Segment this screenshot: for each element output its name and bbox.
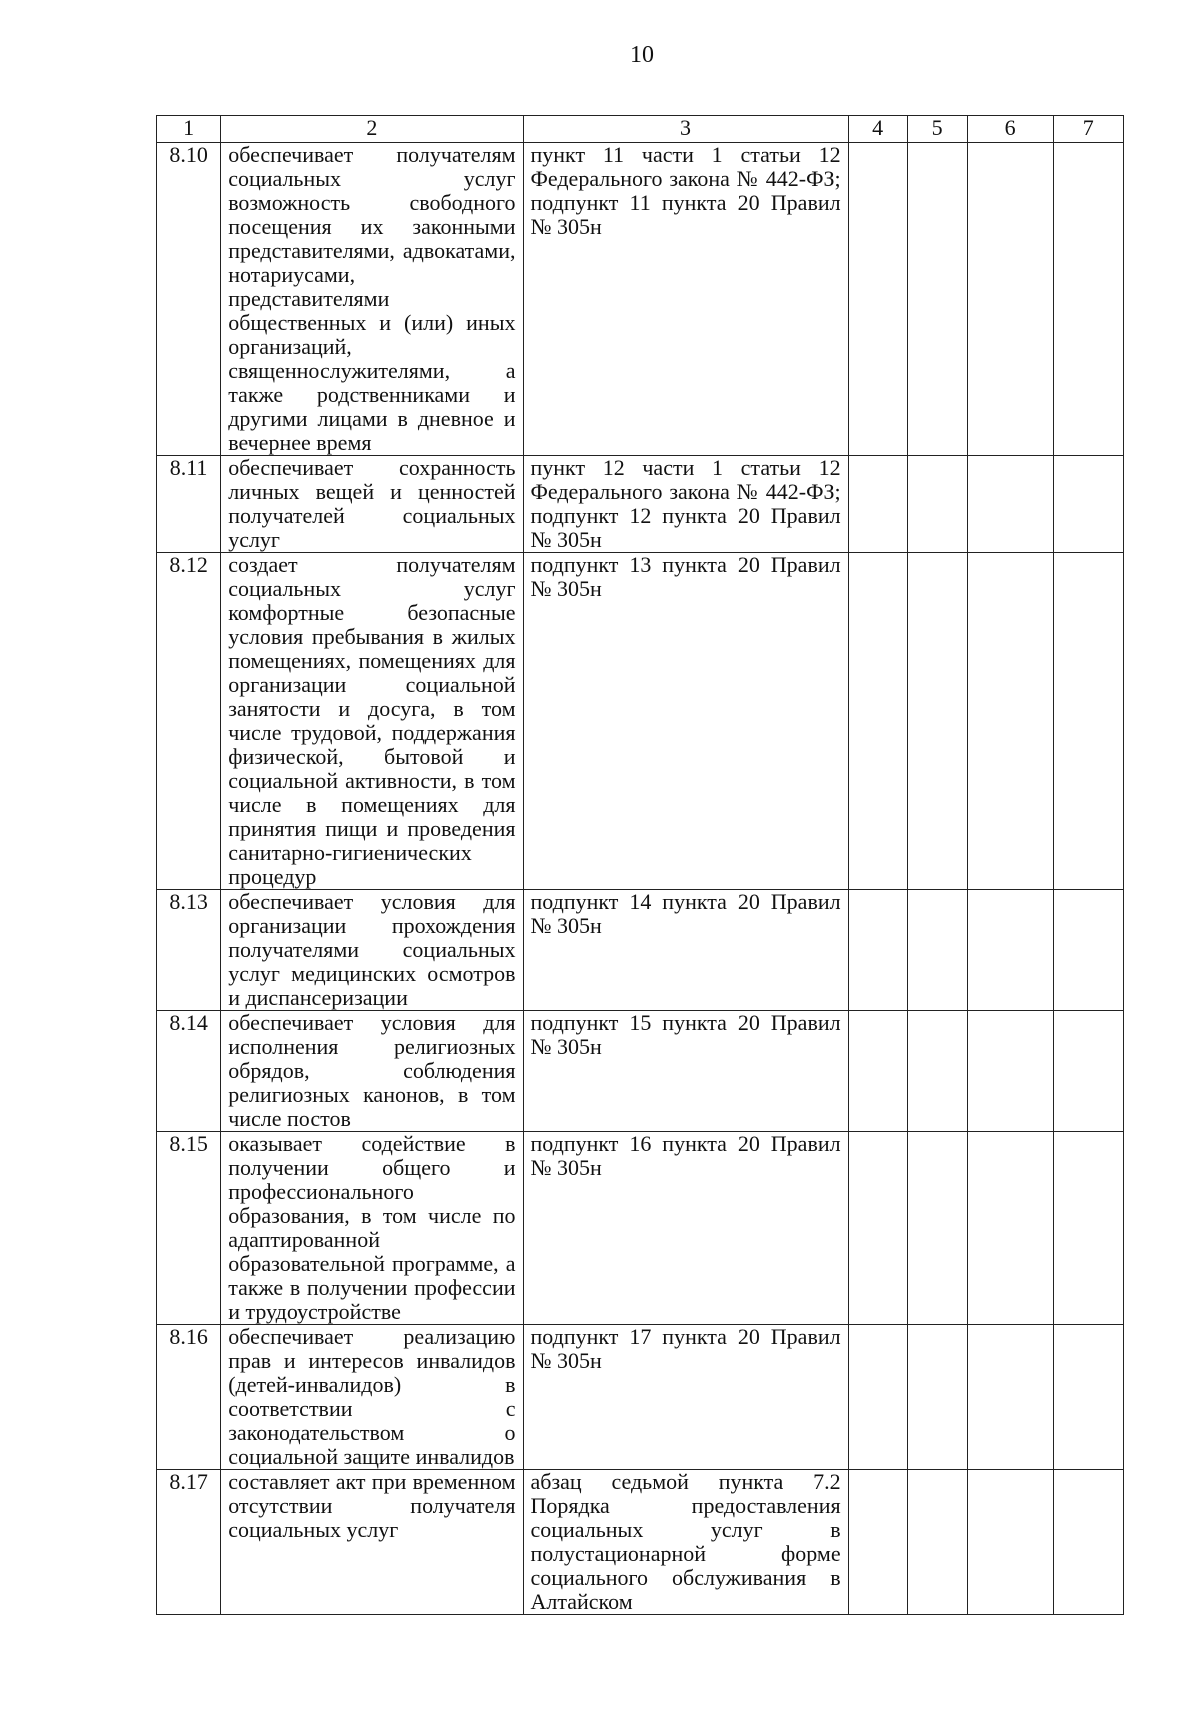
empty-cell: [907, 1132, 967, 1325]
empty-cell: [848, 1325, 907, 1470]
empty-cell: [1053, 1011, 1123, 1132]
header-col-1: 1: [157, 116, 221, 143]
empty-cell: [907, 143, 967, 456]
empty-cell: [967, 553, 1053, 890]
header-col-4: 4: [848, 116, 907, 143]
table-row: [157, 890, 1124, 1011]
empty-cell: [967, 456, 1053, 553]
requirement-text: обеспечивает получателям социальных услуг возможность свободного посещения их законными представителями, адвокатами, нотариусами, представителями общественных и (или) иных организаций, священнослужителями, а также родственниками и другими лицами в дневное и вечернее время: [221, 143, 523, 456]
table-row: [157, 143, 1124, 456]
requirement-text: составляет акт при временном отсутствии получателя социальных услуг: [221, 1470, 523, 1615]
empty-cell: [907, 890, 967, 1011]
empty-cell: [967, 1325, 1053, 1470]
table-row: [157, 1325, 1124, 1470]
empty-cell: [848, 1011, 907, 1132]
empty-cell: [907, 1325, 967, 1470]
empty-cell: [907, 553, 967, 890]
header-col-5: 5: [907, 116, 967, 143]
empty-cell: [1053, 1470, 1123, 1615]
empty-cell: [967, 143, 1053, 456]
row-number: 8.17: [157, 1470, 221, 1615]
legal-reference: подпункт 17 пункта 20 Правил № 305н: [523, 1325, 848, 1470]
requirement-text: оказывает содействие в получении общего и профессионального образования, в том числе по адаптированной образовательной программе, а также в получении профессии и трудоустройстве: [221, 1132, 523, 1325]
table-header-row: [157, 116, 1124, 143]
table-row: [157, 1132, 1124, 1325]
legal-reference: подпункт 13 пункта 20 Правил № 305н: [523, 553, 848, 890]
empty-cell: [967, 1132, 1053, 1325]
empty-cell: [1053, 143, 1123, 456]
legal-reference: абзац седьмой пункта 7.2 Порядка предоставления социальных услуг в полустационарной форме социального обслуживания в Алтайском: [523, 1470, 848, 1615]
empty-cell: [1053, 456, 1123, 553]
table-row: [157, 1470, 1124, 1615]
requirement-text: обеспечивает условия для организации прохождения получателями социальных услуг медицинских осмотров и диспансеризации: [221, 890, 523, 1011]
legal-reference: пункт 11 части 1 статьи 12 Федерального закона № 442-ФЗ; подпункт 11 пункта 20 Правил № 305н: [523, 143, 848, 456]
legal-reference: подпункт 14 пункта 20 Правил № 305н: [523, 890, 848, 1011]
legal-reference: подпункт 15 пункта 20 Правил № 305н: [523, 1011, 848, 1132]
page-number: 10: [630, 42, 654, 68]
empty-cell: [967, 890, 1053, 1011]
row-number: 8.16: [157, 1325, 221, 1470]
header-col-6: 6: [967, 116, 1053, 143]
table-row: [157, 553, 1124, 890]
empty-cell: [848, 553, 907, 890]
requirement-text: обеспечивает сохранность личных вещей и ценностей получателей социальных услуг: [221, 456, 523, 553]
header-col-7: 7: [1053, 116, 1123, 143]
empty-cell: [907, 1470, 967, 1615]
empty-cell: [1053, 553, 1123, 890]
empty-cell: [907, 456, 967, 553]
empty-cell: [1053, 890, 1123, 1011]
empty-cell: [967, 1470, 1053, 1615]
legal-reference: подпункт 16 пункта 20 Правил № 305н: [523, 1132, 848, 1325]
requirement-text: обеспечивает реализацию прав и интересов инвалидов (детей-инвалидов) в соответствии с законодательством о социальной защите инвалидов: [221, 1325, 523, 1470]
header-col-2: 2: [221, 116, 523, 143]
empty-cell: [848, 1470, 907, 1615]
empty-cell: [848, 890, 907, 1011]
row-number: 8.12: [157, 553, 221, 890]
empty-cell: [848, 456, 907, 553]
requirement-text: обеспечивает условия для исполнения религиозных обрядов, соблюдения религиозных канонов, в том числе постов: [221, 1011, 523, 1132]
row-number: 8.14: [157, 1011, 221, 1132]
empty-cell: [1053, 1132, 1123, 1325]
empty-cell: [848, 143, 907, 456]
requirements-table: [156, 115, 1124, 1615]
requirement-text: создает получателям социальных услуг комфортные безопасные условия пребывания в жилых помещениях, помещениях для организации социальной занятости и досуга, в том числе трудовой, поддержания физической, бытовой и социальной активности, в том числе в помещениях для принятия пищи и проведения санитарно-гигиенических процедур: [221, 553, 523, 890]
empty-cell: [1053, 1325, 1123, 1470]
row-number: 8.15: [157, 1132, 221, 1325]
table-row: [157, 456, 1124, 553]
empty-cell: [848, 1132, 907, 1325]
legal-reference: пункт 12 части 1 статьи 12 Федерального закона № 442-ФЗ; подпункт 12 пункта 20 Правил № 305н: [523, 456, 848, 553]
row-number: 8.13: [157, 890, 221, 1011]
empty-cell: [907, 1011, 967, 1132]
row-number: 8.11: [157, 456, 221, 553]
empty-cell: [967, 1011, 1053, 1132]
table-row: [157, 1011, 1124, 1132]
row-number: 8.10: [157, 143, 221, 456]
header-col-3: 3: [523, 116, 848, 143]
